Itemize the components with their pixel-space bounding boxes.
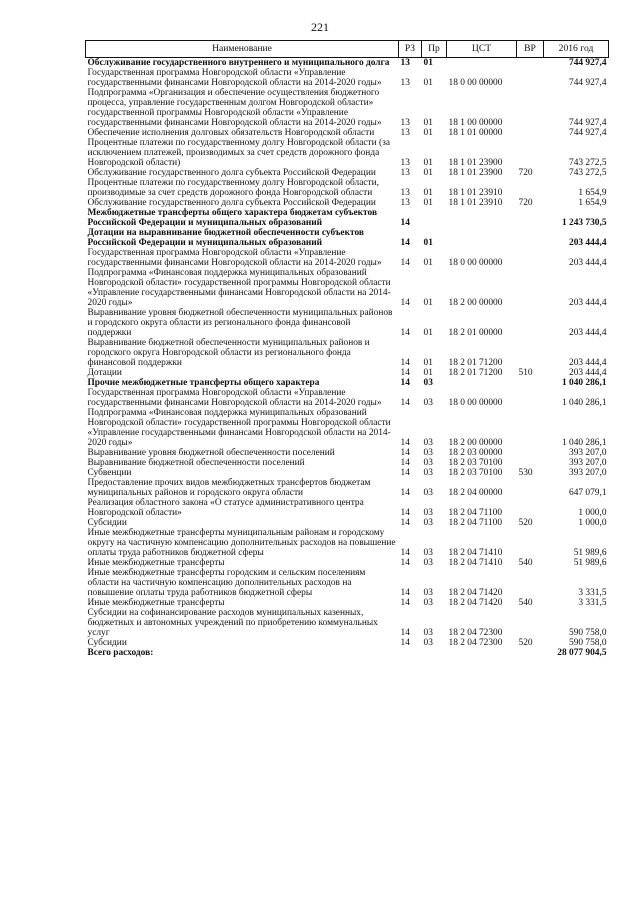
cell-amount: 203 444,4 xyxy=(569,258,607,268)
cell-pr: 01 xyxy=(423,158,433,168)
total-label: Всего расходов: xyxy=(87,648,154,658)
cell-amount: 744 927,4 xyxy=(569,58,607,68)
cell-amount: 743 272,5 xyxy=(569,158,607,168)
cell-name: Государственная программа Новгородской области «Управление государственными финансами Новгородской области на 2014-2020 годы» xyxy=(87,248,382,268)
cell-pr: 01 xyxy=(423,328,433,338)
cell-cst: 18 2 04 72300 xyxy=(448,638,503,648)
cell-name: Прочие межбюджетные трансферты общего характера xyxy=(87,378,320,388)
cell-name: Иные межбюджетные трансферты муниципальным районам и городскому округу на частичную компенсацию дополнительных расходов на повышение оплаты труда работников бюджетной сферы xyxy=(87,528,396,558)
cell-amount: 1 040 286,1 xyxy=(561,398,607,408)
cell-cst: 18 2 03 70100 xyxy=(448,468,503,478)
cell-cst: 18 1 01 23900 xyxy=(448,158,503,168)
cell-amount: 1 243 730,5 xyxy=(561,218,607,228)
cell-rz: 14 xyxy=(400,258,410,268)
table-row xyxy=(86,68,609,88)
cell-pr: 01 xyxy=(423,118,433,128)
cell-vr xyxy=(517,248,544,268)
table-row xyxy=(86,248,609,268)
cell-amount: 590 758,0 xyxy=(569,638,607,648)
cell-rz: 14 xyxy=(400,508,410,518)
table-row xyxy=(86,178,609,198)
cell-rz: 14 xyxy=(400,218,410,228)
cell-pr xyxy=(422,208,447,228)
cell-amount: 51 989,6 xyxy=(573,548,607,558)
cell-cst: 18 2 04 71100 xyxy=(448,508,503,518)
cell-name: Подпрограмма «Организация и обеспечение осуществления бюджетного процесса, управление государственным долгом Новгородской области» государственной программы Новгородской области «Управление государственными финансами Новгородской области на 2014-2020 годы» xyxy=(87,88,382,128)
cell-vr xyxy=(517,178,544,198)
cell-cst xyxy=(447,58,517,69)
cell-rz: 14 xyxy=(400,448,410,458)
table-row xyxy=(86,128,609,138)
table-row xyxy=(86,638,609,648)
cell-rz: 14 xyxy=(400,638,410,648)
cell-cst: 18 2 04 71410 xyxy=(448,558,503,568)
cell-rz: 13 xyxy=(400,198,410,208)
cell-cst: 18 1 01 23910 xyxy=(448,198,503,208)
cell-vr xyxy=(517,568,544,598)
cell-vr xyxy=(517,498,544,518)
cell-pr: 01 xyxy=(423,198,433,208)
cell-amount: 743 272,5 xyxy=(569,168,607,178)
cell-name: Государственная программа Новгородской области «Управление государственными финансами Новгородской области на 2014-2020 годы» xyxy=(87,388,382,408)
cell-cst: 18 2 01 00000 xyxy=(448,328,503,338)
cell-cst xyxy=(447,378,517,388)
table-row xyxy=(86,228,609,248)
cell-vr: 530 xyxy=(518,468,533,478)
cell-name: Межбюджетные трансферты общего характера бюджетам субъектов Российской Федерации и муниципальных образований xyxy=(87,208,378,228)
cell-cst: 18 1 00 00000 xyxy=(448,118,503,128)
page-number: 221 xyxy=(311,20,329,34)
cell-vr xyxy=(517,228,544,248)
table-row xyxy=(86,388,609,408)
cell-vr xyxy=(517,68,544,88)
cell-name: Субвенции xyxy=(87,468,132,478)
cell-rz: 13 xyxy=(400,168,410,178)
cell-cst xyxy=(447,208,517,228)
cell-pr: 01 xyxy=(423,358,433,368)
cell-pr: 01 xyxy=(423,188,433,198)
cell-name: Выравнивание бюджетной обеспеченности поселений xyxy=(87,458,305,468)
cell-pr: 01 xyxy=(423,128,433,138)
cell-vr xyxy=(517,88,544,128)
table-row xyxy=(86,338,609,368)
cell-cst: 18 2 04 00000 xyxy=(448,488,503,498)
total-row xyxy=(86,648,609,658)
cell-amount: 203 444,4 xyxy=(569,298,607,308)
cell-name: Процентные платежи по государственному долгу Новгородской области (за исключением платежей, производимых за счет средств дорожного фонда Новгородской области) xyxy=(87,138,390,168)
cell-name: Предоставление прочих видов межбюджетных трансфертов бюджетам муниципальных районов и городского округа области xyxy=(87,478,371,498)
cell-pr: 03 xyxy=(423,548,433,558)
table-row xyxy=(86,458,609,468)
cell-amount: 590 758,0 xyxy=(569,628,607,638)
cell-vr xyxy=(517,388,544,408)
cell-rz: 14 xyxy=(400,298,410,308)
table-row xyxy=(86,368,609,378)
cell-vr xyxy=(517,138,544,168)
cell-cst: 18 2 04 71100 xyxy=(448,518,503,528)
total-amount: 28 077 904,5 xyxy=(557,648,607,658)
cell-name: Выравнивание уровня бюджетной обеспеченности поселений xyxy=(87,448,335,458)
table-row xyxy=(86,608,609,638)
cell-pr: 01 xyxy=(423,78,433,88)
cell-rz: 14 xyxy=(400,598,410,608)
table-row xyxy=(86,468,609,478)
cell-pr: 03 xyxy=(423,518,433,528)
cell-pr: 01 xyxy=(423,258,433,268)
cell-pr: 01 xyxy=(423,298,433,308)
cell-rz: 14 xyxy=(400,588,410,598)
cell-pr: 01 xyxy=(423,168,433,178)
cell-vr: 520 xyxy=(518,518,533,528)
cell-cst: 18 0 00 00000 xyxy=(448,78,503,88)
table-row xyxy=(86,198,609,208)
cell-name: Обслуживание государственного долга субъекта Российской Федерации xyxy=(87,168,376,178)
table-row xyxy=(86,598,609,608)
cell-cst: 18 2 01 71200 xyxy=(448,358,503,368)
cell-name: Иные межбюджетные трансферты городским и сельским поселениям области на частичную компенсацию дополнительных расходов на повышение оплаты труда работников бюджетной сферы xyxy=(87,568,366,598)
cell-amount: 393 207,0 xyxy=(569,458,607,468)
cell-cst: 18 1 01 23910 xyxy=(448,188,503,198)
cell-vr xyxy=(517,608,544,638)
table-row xyxy=(86,498,609,518)
cell-pr: 03 xyxy=(423,448,433,458)
table-row xyxy=(86,558,609,568)
cell-name: Подпрограмма «Финансовая поддержка муниципальных образований Новгородской области» государственной программы Новгородской области «Управление государственными финансами Новгородской области на 2014-2020 годы» xyxy=(87,408,391,448)
cell-cst: 18 2 04 72300 xyxy=(448,628,503,638)
cell-name: Выравнивание бюджетной обеспеченности муниципальных районов и городского округа Новгородской области из регионального фонда финансовой поддержки xyxy=(87,338,370,368)
header-year: 2016 год xyxy=(544,41,609,58)
cell-vr xyxy=(517,338,544,368)
cell-amount: 3 331,5 xyxy=(578,588,607,598)
table-footer xyxy=(86,648,609,658)
table-row xyxy=(86,528,609,558)
table-row xyxy=(86,168,609,178)
cell-pr: 03 xyxy=(423,378,433,388)
cell-amount: 203 444,4 xyxy=(569,238,607,248)
cell-amount: 393 207,0 xyxy=(569,468,607,478)
cell-amount: 51 989,6 xyxy=(573,558,607,568)
cell-rz: 13 xyxy=(400,188,410,198)
cell-name: Обеспечение исполнения долговых обязательств Новгородской области xyxy=(87,128,375,138)
cell-pr: 03 xyxy=(423,468,433,478)
cell-rz: 14 xyxy=(400,368,410,378)
cell-name: Обслуживание государственного внутреннего и муниципального долга xyxy=(87,58,390,68)
table-row xyxy=(86,478,609,498)
table-row xyxy=(86,138,609,168)
cell-amount: 393 207,0 xyxy=(569,448,607,458)
cell-name: Иные межбюджетные трансферты xyxy=(87,598,225,608)
cell-rz: 14 xyxy=(400,438,410,448)
table-row xyxy=(86,378,609,388)
cell-pr: 03 xyxy=(423,638,433,648)
cell-cst: 18 2 03 00000 xyxy=(448,448,503,458)
cell-rz: 14 xyxy=(400,558,410,568)
cell-cst: 18 2 04 71420 xyxy=(448,588,503,598)
table-row xyxy=(86,568,609,598)
cell-cst: 18 2 04 71410 xyxy=(448,548,503,558)
cell-name: Субсидии на софинансирование расходов муниципальных казенных, бюджетных и автономных учреждений по приобретению коммунальных услуг xyxy=(87,608,378,638)
cell-amount: 1 040 286,1 xyxy=(561,438,607,448)
cell-pr: 03 xyxy=(423,458,433,468)
table-row xyxy=(86,268,609,308)
table-row xyxy=(86,448,609,458)
cell-cst: 18 2 00 00000 xyxy=(448,298,503,308)
table-body xyxy=(86,58,609,649)
cell-name: Реализация областного закона «О статусе административного центра Новгородской области» xyxy=(87,498,364,518)
cell-rz: 14 xyxy=(400,548,410,558)
cell-vr xyxy=(517,308,544,338)
cell-pr: 01 xyxy=(423,238,433,248)
cell-amount: 744 927,4 xyxy=(569,78,607,88)
cell-rz: 14 xyxy=(400,328,410,338)
cell-name: Государственная программа Новгородской области «Управление государственными финансами Новгородской области на 2014-2020 годы» xyxy=(87,68,382,88)
cell-vr xyxy=(517,478,544,498)
table-header xyxy=(86,41,609,58)
cell-amount: 744 927,4 xyxy=(569,118,607,128)
cell-rz: 14 xyxy=(400,458,410,468)
cell-vr: 540 xyxy=(518,558,533,568)
cell-amount: 3 331,5 xyxy=(578,598,607,608)
cell-vr: 520 xyxy=(518,638,533,648)
header-vr: ВР xyxy=(517,41,544,58)
cell-cst: 18 1 01 23900 xyxy=(448,168,503,178)
header-cst: ЦСТ xyxy=(447,41,517,58)
cell-cst: 18 2 01 71200 xyxy=(448,368,503,378)
cell-amount: 203 444,4 xyxy=(569,328,607,338)
budget-table xyxy=(85,40,609,658)
cell-amount: 1 000,0 xyxy=(578,508,607,518)
cell-pr: 03 xyxy=(423,508,433,518)
cell-name: Субсидии xyxy=(87,638,127,648)
cell-name: Субсидии xyxy=(87,518,127,528)
cell-pr: 03 xyxy=(423,398,433,408)
cell-vr xyxy=(517,128,544,138)
cell-vr xyxy=(517,208,544,228)
cell-rz: 14 xyxy=(400,238,410,248)
cell-pr: 03 xyxy=(423,438,433,448)
cell-name: Обслуживание государственного долга субъекта Российской Федерации xyxy=(87,198,376,208)
cell-vr: 720 xyxy=(518,198,533,208)
cell-rz: 13 xyxy=(400,128,410,138)
cell-amount: 1 654,9 xyxy=(578,198,607,208)
cell-cst: 18 1 01 00000 xyxy=(448,128,503,138)
cell-vr: 540 xyxy=(518,598,533,608)
cell-rz: 14 xyxy=(400,628,410,638)
cell-amount: 647 079,1 xyxy=(569,488,607,498)
cell-name: Процентные платежи по государственному долгу Новгородской области, производимые за счет средств дорожного фонда Новгородской области xyxy=(87,178,380,198)
cell-vr: 510 xyxy=(518,368,533,378)
cell-cst: 18 0 00 00000 xyxy=(448,398,503,408)
cell-vr xyxy=(517,458,544,468)
cell-amount: 1 000,0 xyxy=(578,518,607,528)
cell-rz: 14 xyxy=(400,398,410,408)
cell-cst xyxy=(447,228,517,248)
table-row xyxy=(86,88,609,128)
cell-amount: 1 654,9 xyxy=(578,188,607,198)
cell-name: Выравнивание уровня бюджетной обеспеченности муниципальных районов и городского округа области из регионального фонда финансовой поддержки xyxy=(87,308,393,338)
cell-rz: 13 xyxy=(400,158,410,168)
cell-amount: 744 927,4 xyxy=(569,128,607,138)
cell-amount: 1 040 286,1 xyxy=(561,378,607,388)
cell-pr: 03 xyxy=(423,488,433,498)
cell-rz: 13 xyxy=(400,58,410,68)
cell-cst: 18 2 04 71420 xyxy=(448,598,503,608)
table-row xyxy=(86,58,609,69)
table-row xyxy=(86,408,609,448)
cell-rz: 14 xyxy=(400,468,410,478)
header-pr: Пр xyxy=(422,41,447,58)
header-rz: РЗ xyxy=(399,41,422,58)
cell-cst: 18 0 00 00000 xyxy=(448,258,503,268)
cell-rz: 14 xyxy=(400,378,410,388)
cell-vr xyxy=(517,528,544,558)
cell-name: Иные межбюджетные трансферты xyxy=(87,558,225,568)
cell-amount: 203 444,4 xyxy=(569,358,607,368)
cell-cst: 18 2 00 00000 xyxy=(448,438,503,448)
cell-vr xyxy=(517,268,544,308)
cell-name: Дотации xyxy=(87,368,122,378)
header-name: Наименование xyxy=(86,41,399,58)
cell-name: Дотации на выравнивание бюджетной обеспеченности субъектов Российской Федерации и муниципальных образований xyxy=(87,228,364,248)
cell-amount: 203 444,4 xyxy=(569,368,607,378)
cell-rz: 14 xyxy=(400,488,410,498)
cell-rz: 14 xyxy=(400,518,410,528)
cell-pr: 01 xyxy=(423,368,433,378)
cell-pr: 03 xyxy=(423,558,433,568)
cell-pr: 01 xyxy=(423,58,433,68)
cell-rz: 13 xyxy=(400,78,410,88)
cell-rz: 13 xyxy=(400,118,410,128)
cell-pr: 03 xyxy=(423,588,433,598)
cell-vr xyxy=(517,58,544,69)
cell-vr: 720 xyxy=(518,168,533,178)
table-row xyxy=(86,518,609,528)
cell-cst: 18 2 03 70100 xyxy=(448,458,503,468)
cell-vr xyxy=(517,378,544,388)
table-row xyxy=(86,208,609,228)
table-row xyxy=(86,308,609,338)
cell-vr xyxy=(517,408,544,448)
cell-pr: 03 xyxy=(423,598,433,608)
cell-pr: 03 xyxy=(423,628,433,638)
cell-rz: 14 xyxy=(400,358,410,368)
cell-vr xyxy=(517,448,544,458)
cell-name: Подпрограмма «Финансовая поддержка муниципальных образований Новгородской области» государственной программы Новгородской области «Управление государственными финансами Новгородской области на 2014-2020 годы» xyxy=(87,268,391,308)
